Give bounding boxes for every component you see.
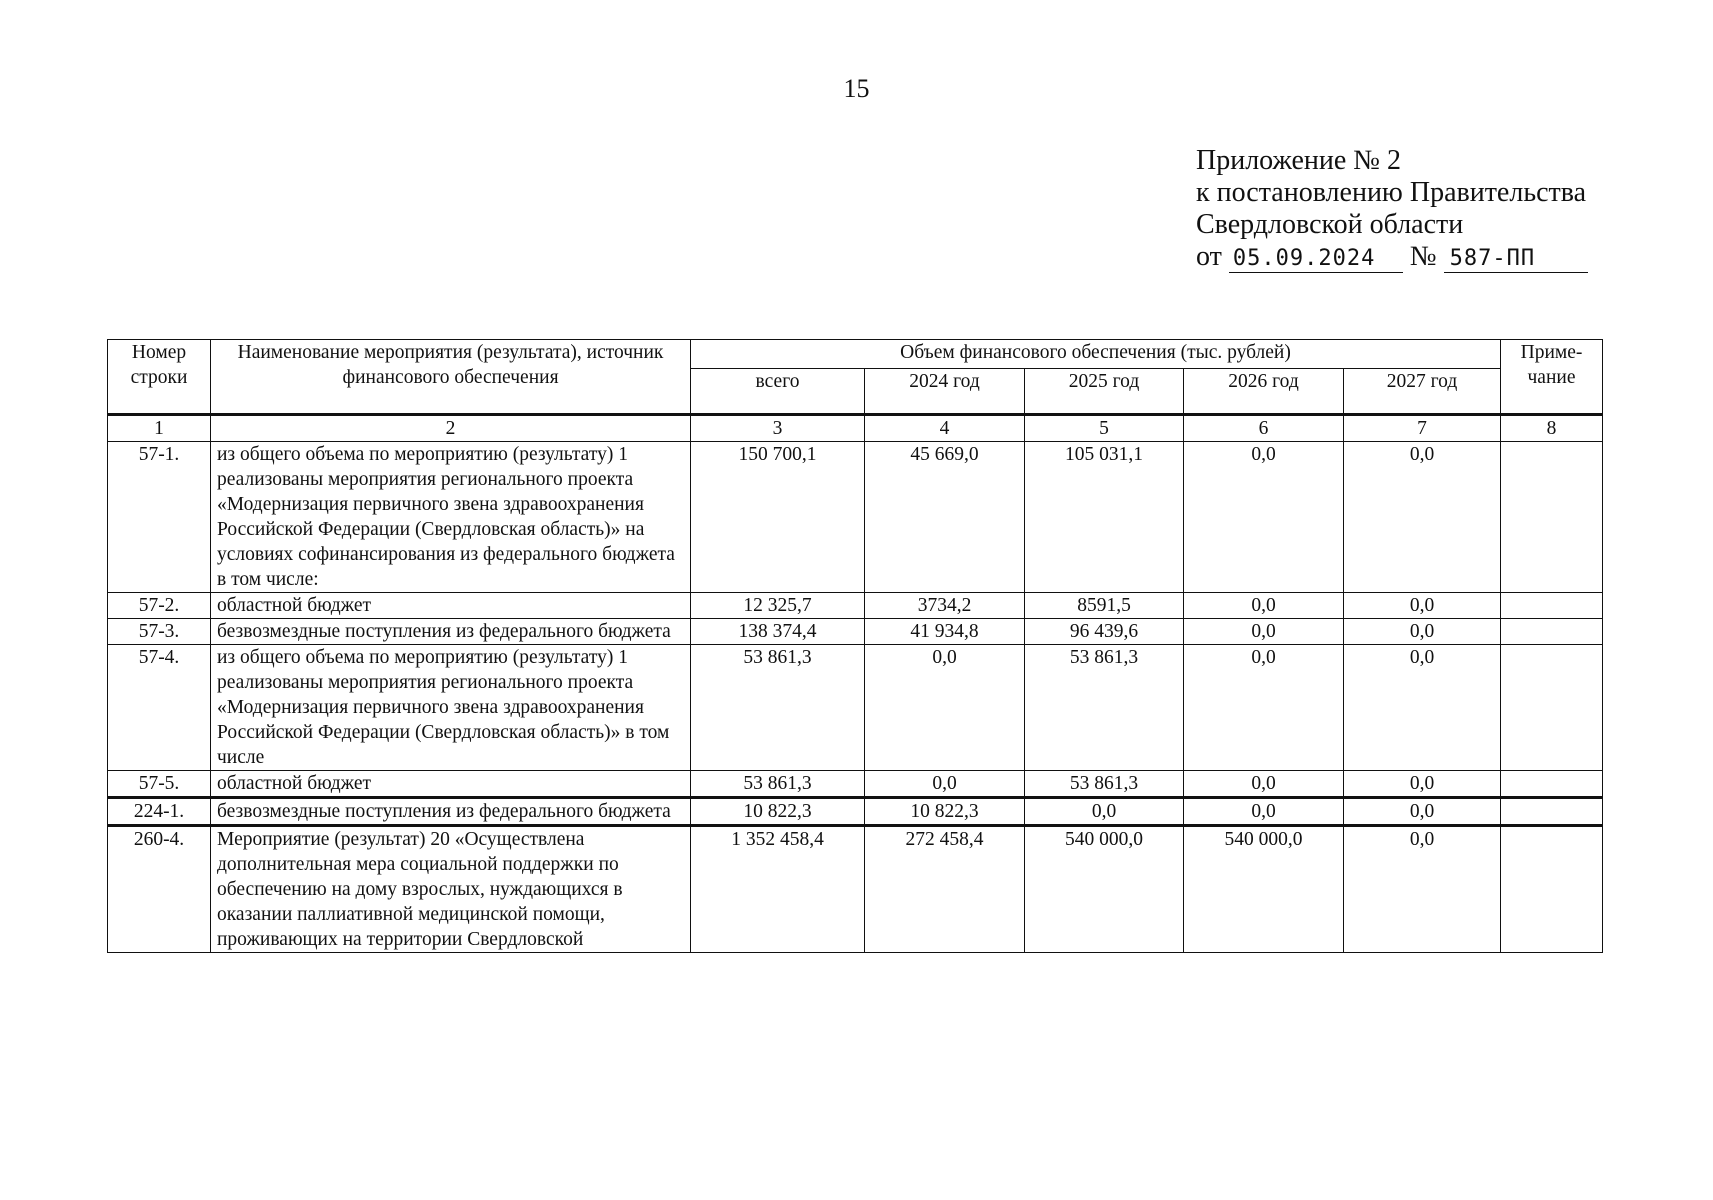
row-2024: 41 934,8 <box>865 619 1025 645</box>
row-2026: 0,0 <box>1184 442 1344 593</box>
column-number: 8 <box>1501 415 1603 442</box>
row-note <box>1501 619 1603 645</box>
appendix-block <box>1196 145 1696 273</box>
row-2026: 0,0 <box>1184 798 1344 826</box>
header-note: Приме-чание <box>1501 340 1603 415</box>
row-2027: 0,0 <box>1344 619 1501 645</box>
row-2026: 0,0 <box>1184 645 1344 771</box>
column-number: 4 <box>865 415 1025 442</box>
row-2025: 53 861,3 <box>1025 645 1184 771</box>
row-total: 1 352 458,4 <box>691 826 865 953</box>
header-total: всего <box>691 369 865 415</box>
table-row <box>108 645 1603 771</box>
appendix-ref: к постановлению Правительства <box>1196 177 1587 208</box>
table-row <box>108 771 1603 798</box>
row-2027: 0,0 <box>1344 771 1501 798</box>
row-name: Мероприятие (результат) 20 «Осуществлена дополнительная мера социальной поддержки по обеспечению на дому взрослых, нуждающихся в оказании паллиативной медицинской помощи, проживающих на территории Свердловской <box>211 826 691 953</box>
row-name: безвозмездные поступления из федерального бюджета <box>211 798 691 826</box>
table-row <box>108 442 1603 593</box>
header-name: Наименование мероприятия (результата), источник финансового обеспечения <box>211 340 691 415</box>
row-total: 150 700,1 <box>691 442 865 593</box>
row-number: 57-4. <box>108 645 211 771</box>
row-total: 138 374,4 <box>691 619 865 645</box>
appendix-region: Свердловской области <box>1196 209 1464 240</box>
decree-number: 587-ПП <box>1444 246 1588 273</box>
row-2025: 540 000,0 <box>1025 826 1184 953</box>
row-note <box>1501 771 1603 798</box>
funding-table <box>107 339 1603 953</box>
column-number: 6 <box>1184 415 1344 442</box>
row-note <box>1501 593 1603 619</box>
row-2027: 0,0 <box>1344 826 1501 953</box>
row-name: из общего объема по мероприятию (результату) 1 реализованы мероприятия регионального проекта «Модернизация первичного звена здравоохранения Российской Федерации (Свердловская область)» в том числе <box>211 645 691 771</box>
row-2025: 8591,5 <box>1025 593 1184 619</box>
column-number-row <box>108 415 1603 442</box>
header-2027: 2027 год <box>1344 369 1501 415</box>
row-note <box>1501 442 1603 593</box>
row-name: из общего объема по мероприятию (результату) 1 реализованы мероприятия регионального проекта «Модернизация первичного звена здравоохранения Российской Федерации (Свердловская область)» на условиях софинансирования из федерального бюджета в том числе: <box>211 442 691 593</box>
column-number: 3 <box>691 415 865 442</box>
row-2024: 3734,2 <box>865 593 1025 619</box>
row-2027: 0,0 <box>1344 798 1501 826</box>
column-number: 2 <box>211 415 691 442</box>
header-2024: 2024 год <box>865 369 1025 415</box>
row-2027: 0,0 <box>1344 442 1501 593</box>
table-row <box>108 593 1603 619</box>
header-row-number: Номер строки <box>108 340 211 415</box>
decree-date: 05.09.2024 <box>1229 246 1403 273</box>
row-2025: 0,0 <box>1025 798 1184 826</box>
row-note <box>1501 645 1603 771</box>
row-number: 57-1. <box>108 442 211 593</box>
table-row <box>108 798 1603 826</box>
row-2024: 0,0 <box>865 645 1025 771</box>
row-2027: 0,0 <box>1344 645 1501 771</box>
row-2026: 0,0 <box>1184 771 1344 798</box>
table-row <box>108 826 1603 953</box>
row-2026: 540 000,0 <box>1184 826 1344 953</box>
row-note <box>1501 826 1603 953</box>
header-2025: 2025 год <box>1025 369 1184 415</box>
date-prefix: от <box>1196 241 1222 272</box>
row-number: 57-3. <box>108 619 211 645</box>
column-number: 1 <box>108 415 211 442</box>
row-name: областной бюджет <box>211 771 691 798</box>
row-name: областной бюджет <box>211 593 691 619</box>
row-2025: 53 861,3 <box>1025 771 1184 798</box>
column-number: 7 <box>1344 415 1501 442</box>
row-2024: 45 669,0 <box>865 442 1025 593</box>
row-name: безвозмездные поступления из федерального бюджета <box>211 619 691 645</box>
row-number: 57-2. <box>108 593 211 619</box>
page-number: 15 <box>843 74 870 103</box>
column-number: 5 <box>1025 415 1184 442</box>
header-2026: 2026 год <box>1184 369 1344 415</box>
row-2025: 96 439,6 <box>1025 619 1184 645</box>
row-2027: 0,0 <box>1344 593 1501 619</box>
header-funding: Объем финансового обеспечения (тыс. рублей) <box>691 340 1501 369</box>
row-total: 53 861,3 <box>691 645 865 771</box>
row-2026: 0,0 <box>1184 619 1344 645</box>
row-2024: 10 822,3 <box>865 798 1025 826</box>
row-total: 12 325,7 <box>691 593 865 619</box>
row-total: 53 861,3 <box>691 771 865 798</box>
number-prefix: № <box>1409 241 1437 272</box>
row-total: 10 822,3 <box>691 798 865 826</box>
row-number: 57-5. <box>108 771 211 798</box>
row-2024: 0,0 <box>865 771 1025 798</box>
appendix-date-line <box>1196 241 1696 273</box>
appendix-title: Приложение № 2 <box>1196 145 1401 176</box>
row-number: 260-4. <box>108 826 211 953</box>
row-note <box>1501 798 1603 826</box>
table-row <box>108 619 1603 645</box>
row-number: 224-1. <box>108 798 211 826</box>
row-2024: 272 458,4 <box>865 826 1025 953</box>
row-2026: 0,0 <box>1184 593 1344 619</box>
row-2025: 105 031,1 <box>1025 442 1184 593</box>
